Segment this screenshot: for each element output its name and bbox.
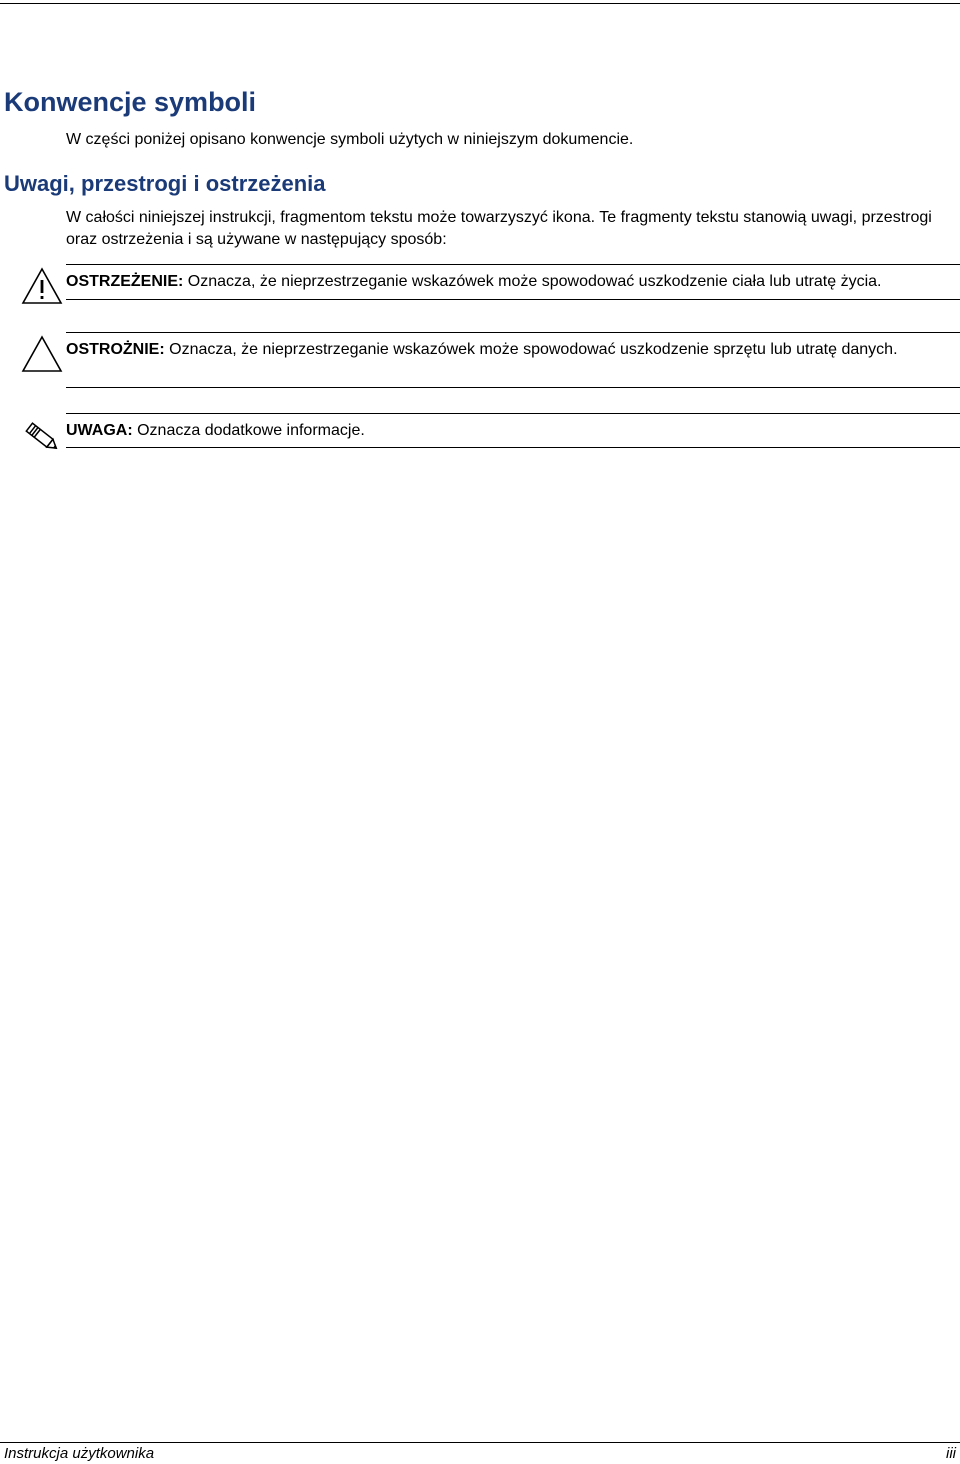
caution-triangle-icon (20, 334, 64, 374)
intro-paragraph: W części poniżej opisano konwencje symboli użytych w niniejszym dokumencie. (66, 131, 634, 148)
warning-text: Oznacza, że nieprzestrzeganie wskazówek może spowodować uszkodzenie ciała lub utratę życia. (187, 273, 882, 290)
notice-divider (66, 264, 960, 265)
note-notice-text (66, 420, 960, 442)
warning-label: OSTRZEŻENIE: (66, 273, 184, 290)
note-label: UWAGA: (66, 422, 133, 439)
caution-label: OSTROŻNIE: (66, 341, 165, 358)
notice-divider (66, 299, 960, 300)
subsection-heading: Uwagi, przestrogi i ostrzeżenia (4, 171, 326, 196)
caution-text: Oznacza, że nieprzestrzeganie wskazówek może spowodować uszkodzenie sprzętu lub utratę danych. (169, 341, 898, 358)
footer-document-title: Instrukcja użytkownika (4, 1445, 155, 1462)
note-text: Oznacza dodatkowe informacje. (137, 422, 365, 439)
notice-divider (66, 387, 960, 388)
footer-rule (0, 1442, 960, 1443)
notice-divider (66, 332, 960, 333)
notice-divider (66, 447, 960, 448)
caution-notice-text (66, 339, 960, 361)
notice-divider (66, 413, 960, 414)
description-paragraph: W całości niniejszej instrukcji, fragmentom tekstu może towarzyszyć ikona. Te fragmenty tekstu stanowią uwagi, przestrogi oraz ostrzeżenia i są używane w następujący sposób: (66, 209, 932, 248)
note-pencil-icon (20, 417, 64, 457)
footer-page-number: iii (946, 1445, 956, 1462)
warning-exclamation-icon (20, 266, 64, 306)
warning-notice-text (66, 271, 960, 293)
section-heading: Konwencje symboli (4, 87, 257, 117)
top-rule (0, 3, 960, 4)
